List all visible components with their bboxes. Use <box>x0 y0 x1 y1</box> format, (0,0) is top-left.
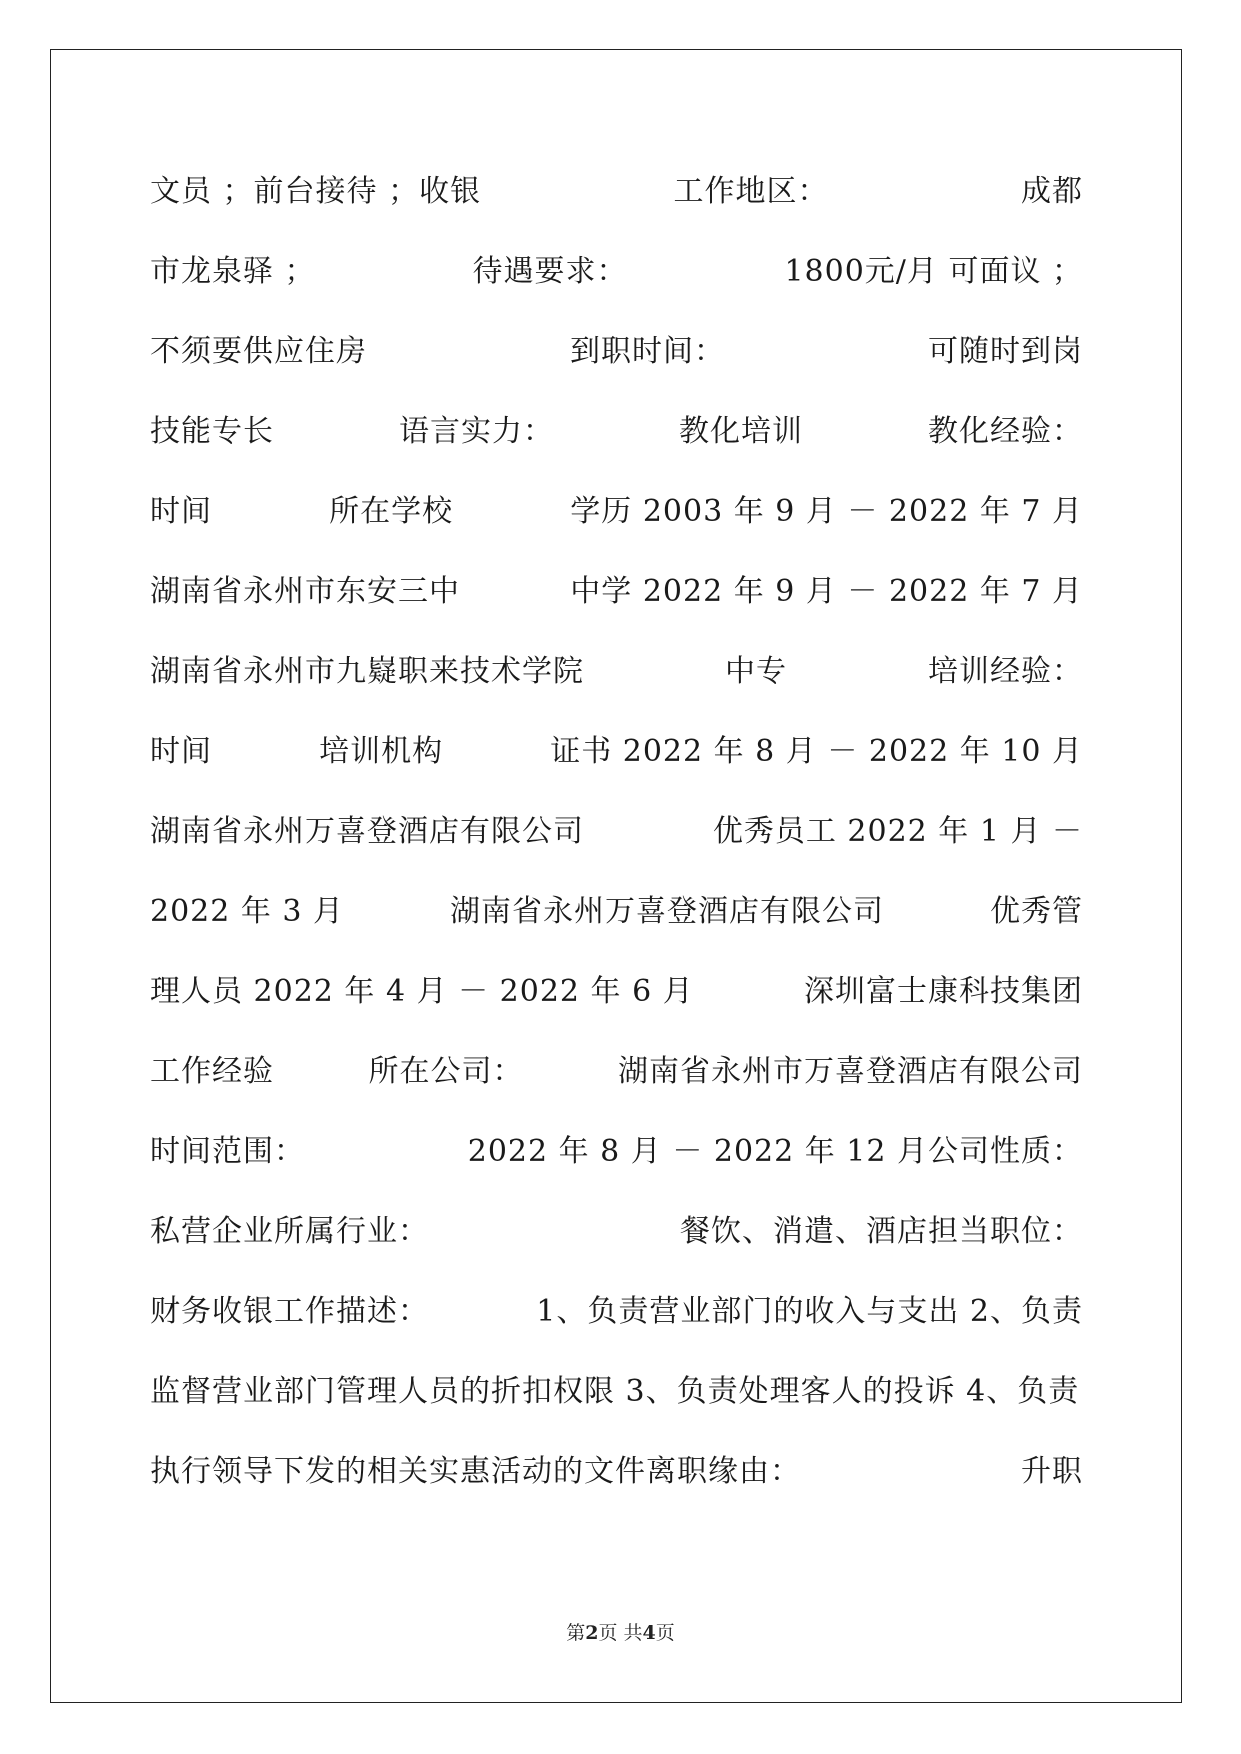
text-segment: 培训机构 <box>319 734 444 769</box>
text-segment: 优秀员工 2022 年 1 月 － <box>712 814 1083 849</box>
text-line <box>150 228 1083 308</box>
footer-suffix: 页 <box>655 1622 675 1644</box>
text-line <box>150 1428 1083 1508</box>
text-segment: 时间 <box>150 494 212 529</box>
text-segment: 技能专长 <box>150 414 274 449</box>
text-segment: 可随时到岗 <box>928 334 1083 369</box>
text-segment: 工作地区： <box>673 174 829 209</box>
text-line <box>150 1108 1083 1188</box>
text-segment: 1800元/月 可面议 ； <box>784 254 1083 289</box>
text-segment: 湖南省永州市东安三中 <box>150 574 460 609</box>
text-segment: 待遇要求： <box>472 254 628 289</box>
text-line <box>150 1348 1083 1428</box>
text-segment: 文员 ；前台接待 ；收银 <box>150 174 482 209</box>
text-segment: 学历 2003 年 9 月 － 2022 年 7 月 <box>570 494 1083 529</box>
text-segment: 湖南省永州万喜登酒店有限公司 <box>150 814 584 849</box>
text-segment: 中学 2022 年 9 月 － 2022 年 7 月 <box>570 574 1083 609</box>
text-segment: 语言实力： <box>399 414 554 449</box>
text-segment: 成都 <box>1020 174 1083 209</box>
text-line <box>150 628 1083 708</box>
text-segment: 教化经验： <box>928 414 1083 449</box>
text-segment: 理人员 2022 年 4 月 － 2022 年 6 月 <box>150 974 694 1009</box>
text-segment: 执行领导下发的相关实惠活动的文件离职缘由： <box>150 1454 801 1489</box>
text-segment: 深圳富士康科技集团 <box>804 974 1083 1009</box>
text-segment: 市龙泉驿 ； <box>150 254 316 289</box>
text-segment: 湖南省永州市九嶷职来技术学院 <box>150 654 584 689</box>
text-segment: 2022 年 8 月 － 2022 年 12 月公司性质： <box>467 1134 1083 1169</box>
text-line <box>150 788 1083 868</box>
text-segment: 不须要供应住房 <box>150 334 367 369</box>
text-segment: 升职 <box>1021 1454 1083 1489</box>
document-body <box>150 148 1083 1508</box>
footer-mid: 页 共 <box>598 1622 643 1644</box>
text-segment: 湖南省永州万喜登酒店有限公司 <box>450 894 885 929</box>
text-segment: 1、负责营业部门的收入与支出 2、负责 <box>536 1294 1083 1329</box>
text-line <box>150 1268 1083 1348</box>
text-segment: 时间范围： <box>150 1134 305 1169</box>
footer-current-page: 2 <box>585 1622 599 1644</box>
text-segment: 工作经验 <box>150 1054 274 1089</box>
text-line <box>150 548 1083 628</box>
text-segment: 所在公司： <box>368 1054 524 1089</box>
text-line <box>150 868 1083 948</box>
text-line <box>150 148 1083 228</box>
text-segment: 监督营业部门管理人员的折扣权限 3、负责处理客人的投诉 4、负责 <box>150 1374 1080 1409</box>
footer-prefix: 第 <box>566 1622 586 1644</box>
text-segment: 时间 <box>150 734 212 769</box>
text-segment: 证书 2022 年 8 月 － 2022 年 10 月 <box>550 734 1083 769</box>
text-line <box>150 708 1083 788</box>
text-line <box>150 1028 1083 1108</box>
text-line <box>150 388 1083 468</box>
text-line <box>150 1188 1083 1268</box>
text-line <box>150 308 1083 388</box>
text-segment: 私营企业所属行业： <box>150 1214 429 1249</box>
text-segment: 餐饮、消遣、酒店担当职位： <box>680 1214 1083 1249</box>
text-line <box>150 948 1083 1028</box>
text-segment: 到职时间： <box>570 334 725 369</box>
text-segment: 培训经验： <box>928 654 1083 689</box>
text-segment: 中专 <box>725 654 787 689</box>
page-footer <box>0 1618 1241 1645</box>
text-line <box>150 468 1083 548</box>
text-segment: 2022 年 3 月 <box>150 894 345 929</box>
text-segment: 优秀管 <box>989 894 1083 929</box>
text-segment: 湖南省永州市万喜登酒店有限公司 <box>618 1054 1083 1089</box>
footer-total-pages: 4 <box>642 1622 656 1644</box>
text-segment: 财务收银工作描述： <box>150 1294 429 1329</box>
text-segment: 教化培训 <box>679 414 803 449</box>
text-segment: 所在学校 <box>329 494 454 529</box>
